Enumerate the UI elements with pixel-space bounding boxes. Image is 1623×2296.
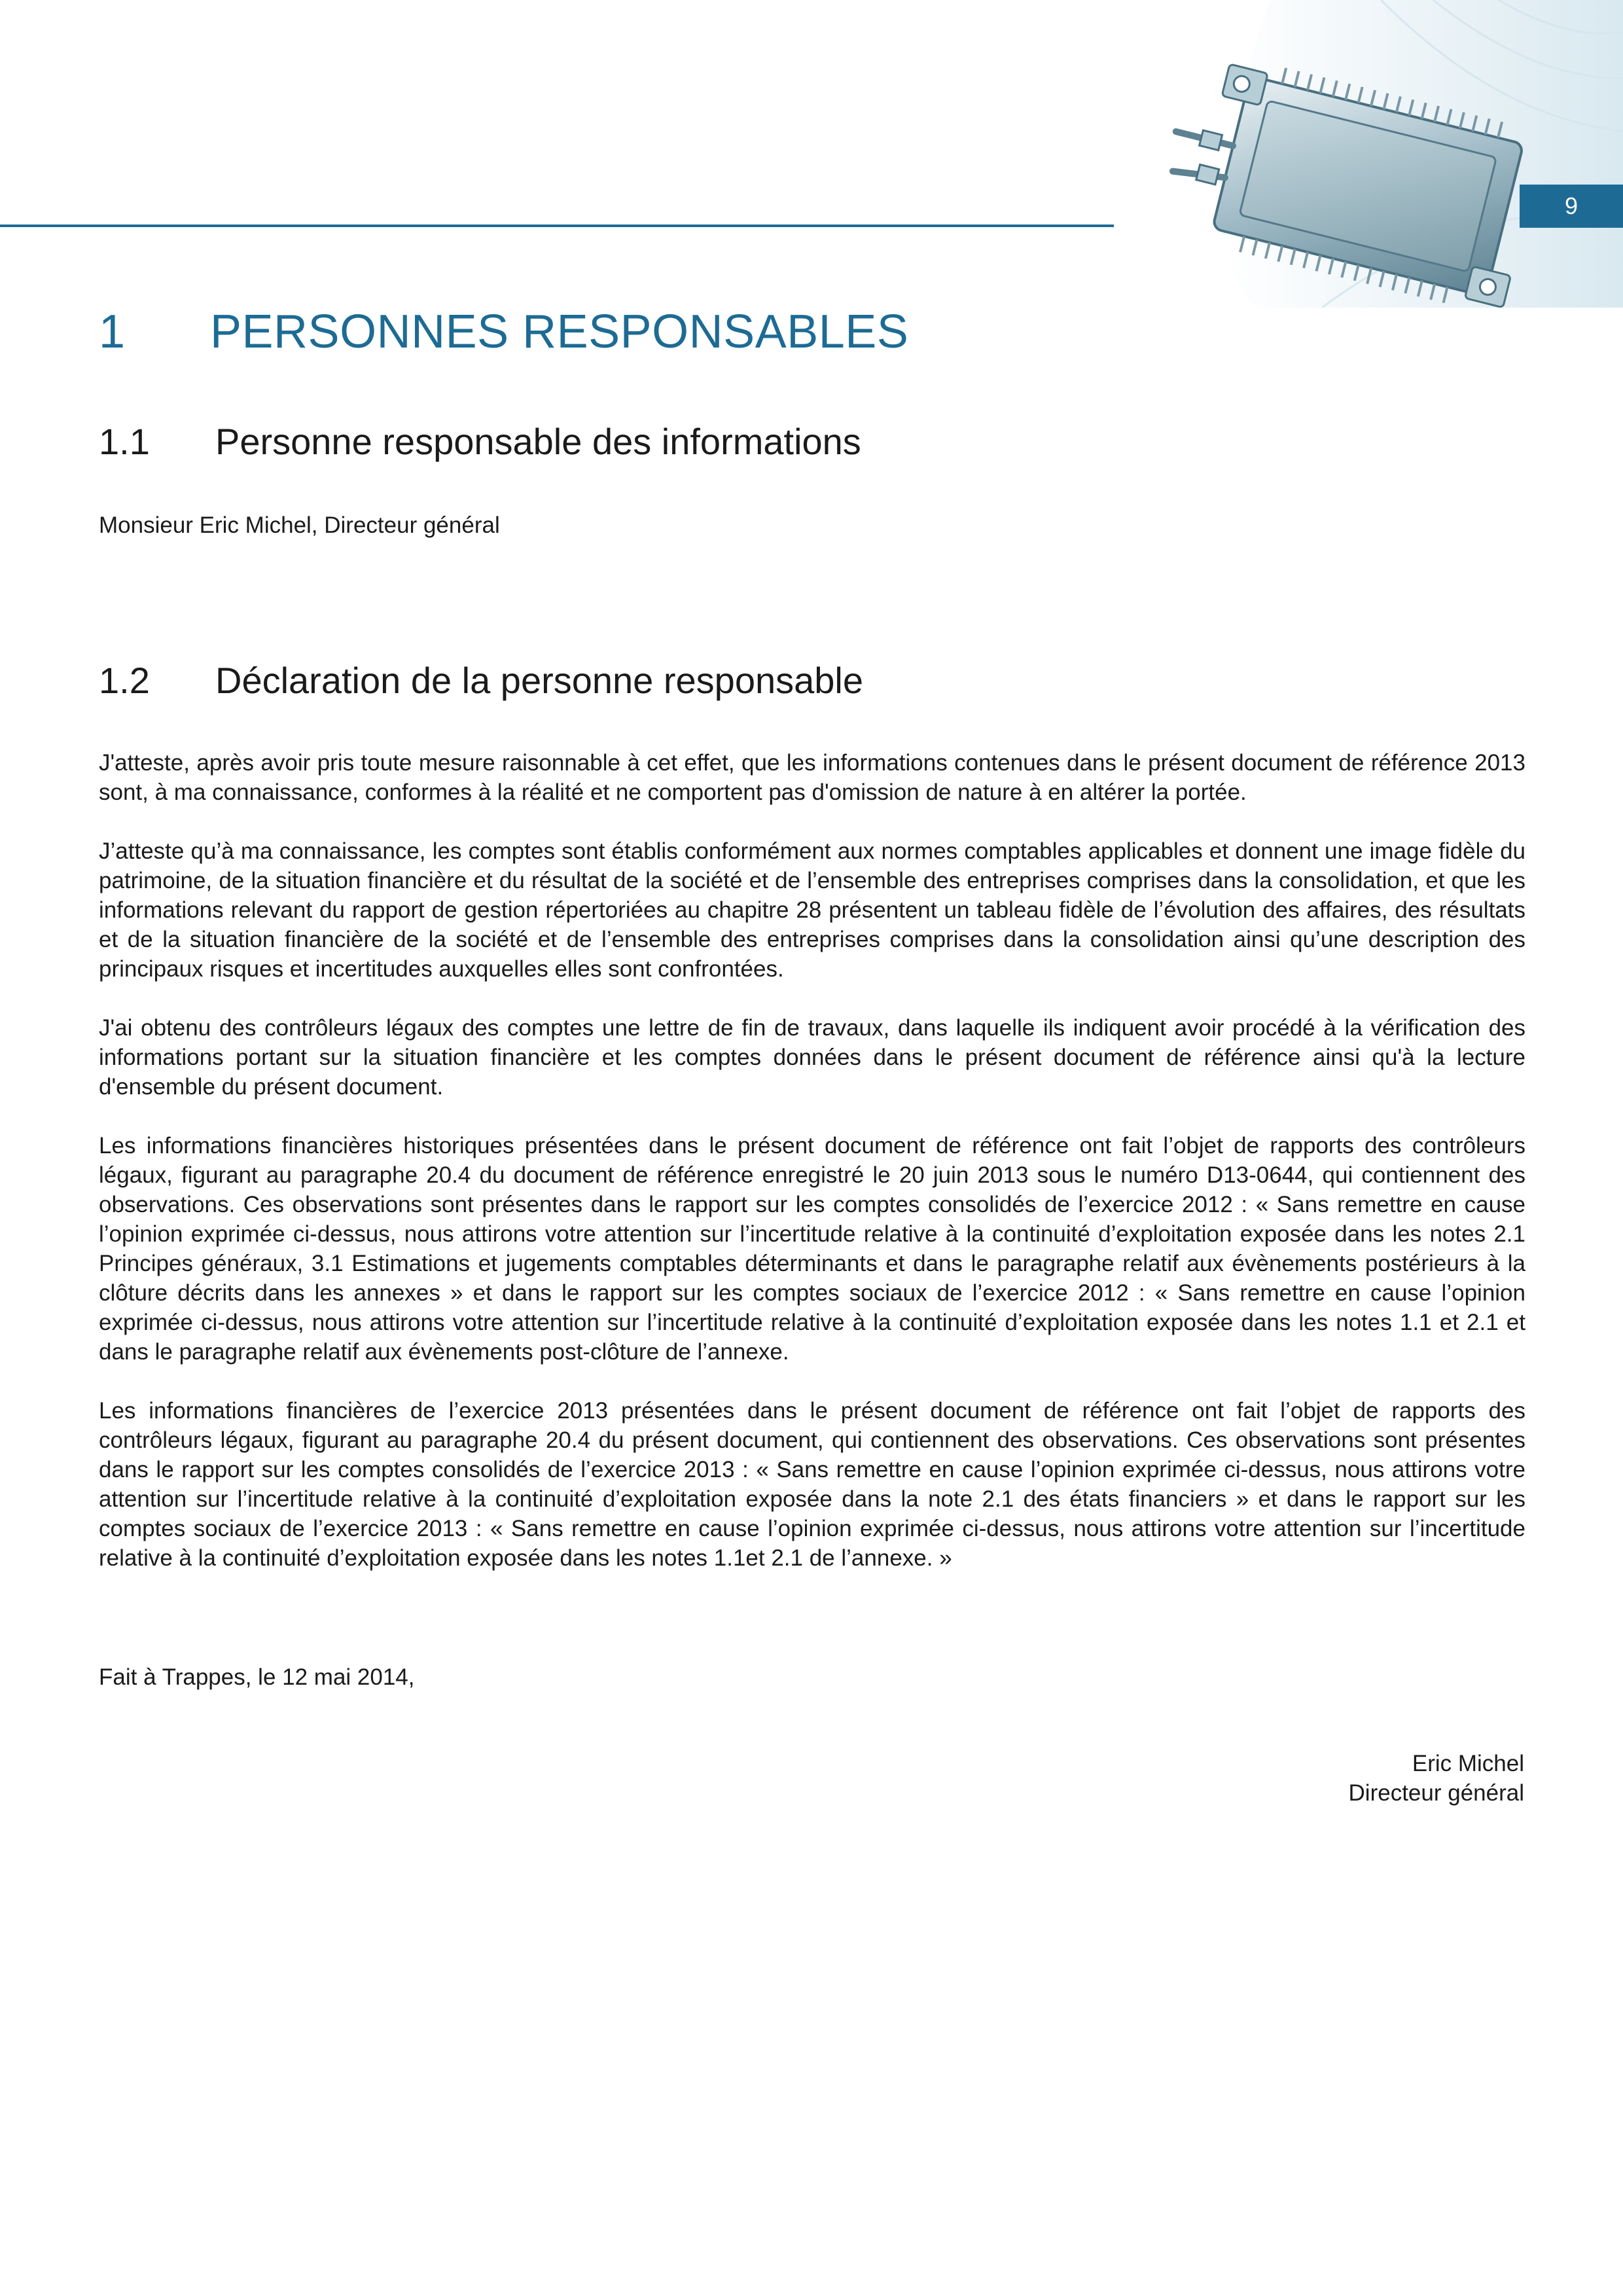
subsection-title: Déclaration de la personne responsable [215,660,863,701]
section-title: PERSONNES RESPONSABLES [210,306,909,358]
signatory-title: Directeur général [1348,1780,1524,1806]
subsection-heading-1-1 [99,420,861,463]
subsection-number: 1.2 [99,660,150,701]
responsible-person-text: Monsieur Eric Michel, Directeur général [99,512,500,538]
subsection-heading-1-2 [99,659,863,702]
page-number-tab: 9 [1520,185,1623,228]
signatory-name: Eric Michel [1412,1751,1524,1776]
declaration-body [99,748,1525,1602]
subsection-title: Personne responsable des informations [215,421,861,462]
declaration-paragraph: J’atteste qu’à ma connaissance, les comptes sont établis conformément aux normes comptables applicables et donnent une image fidèle du patrimoine, de la situation financière et du résultat de la société et de l’ensemble des entreprises comprises dans la consolidation, et que les informations relevant du rapport de gestion répertoriées au chapitre 28 présentent un tableau fidèle de l’évolution des affaires, des résultats et de la situation financière de la société et de l’ensemble des entreprises comprises dans la consolidation ainsi qu’une description des principaux risques et incertitudes auxquelles elles sont confrontées. [99,838,1525,982]
place-and-date: Fait à Trappes, le 12 mai 2014, [99,1664,415,1690]
declaration-paragraph: Les informations financières historiques présentées dans le présent document de référence ont fait l’objet de rapports des contrôleurs légaux, figurant au paragraphe 20.4 du document de référence enregistré le 20 juin 2013 sous le numéro D13-0644, qui contiennent des observations. Ces observations sont présentes dans le rapport sur les comptes consolidés de l’exercice 2012 : « Sans remettre en cause l’opinion exprimée ci-dessus, nous attirons votre attention sur l’incertitude relative à la continuité d’exploitation exposée dans les notes 2.1 Principes généraux, 3.1 Estimations et jugements comptables déterminants et dans le paragraphe relatif aux évènements postérieurs à la clôture décrits dans les annexes » et dans le rapport sur les comptes sociaux de l’exercice 2012 : « Sans remettre en cause l’opinion exprimée ci-dessus, nous attirons votre attention sur l’incertitude relative à la continuité d’exploitation exposée dans les notes 1.1 et 2.1 et dans le paragraphe relatif aux évènements post-clôture de l’annexe. [99,1133,1525,1365]
declaration-paragraph: Les informations financières de l’exercice 2013 présentées dans le présent document de référence ont fait l’objet de rapports des contrôleurs légaux, figurant au paragraphe 20.4 du présent document, qui contiennent des observations. Ces observations sont présentes dans le rapport sur les comptes consolidés de l’exercice 2013 : « Sans remettre en cause l’opinion exprimée ci-dessus, nous attirons votre attention sur l’incertitude relative à la continuité d’exploitation exposée dans la note 2.1 des états financiers » et dans le rapport sur les comptes sociaux de l’exercice 2013 : « Sans remettre en cause l’opinion exprimée ci-dessus, nous attirons votre attention sur l’incertitude relative à la continuité d’exploitation exposée dans les notes 1.1et 2.1 de l’annexe. » [99,1398,1525,1571]
header-rule [0,224,1114,227]
section-heading [99,305,908,359]
subsection-number: 1.1 [99,421,150,462]
section-number: 1 [99,306,126,358]
signatory-block [1349,1749,1524,1808]
header-component-illustration [1106,0,1623,308]
declaration-paragraph: J'atteste, après avoir pris toute mesure raisonnable à cet effet, que les informations contenues dans le présent document de référence 2013 sont, à ma connaissance, conformes à la réalité et ne comportent pas d'omission de nature à en altérer la portée. [99,750,1525,805]
declaration-paragraph: J'ai obtenu des contrôleurs légaux des comptes une lettre de fin de travaux, dans laquelle ils indiquent avoir procédé à la vérification des informations portant sur la situation financière et les comptes données dans le présent document de référence ainsi qu'à la lecture d'ensemble du présent document. [99,1015,1525,1100]
